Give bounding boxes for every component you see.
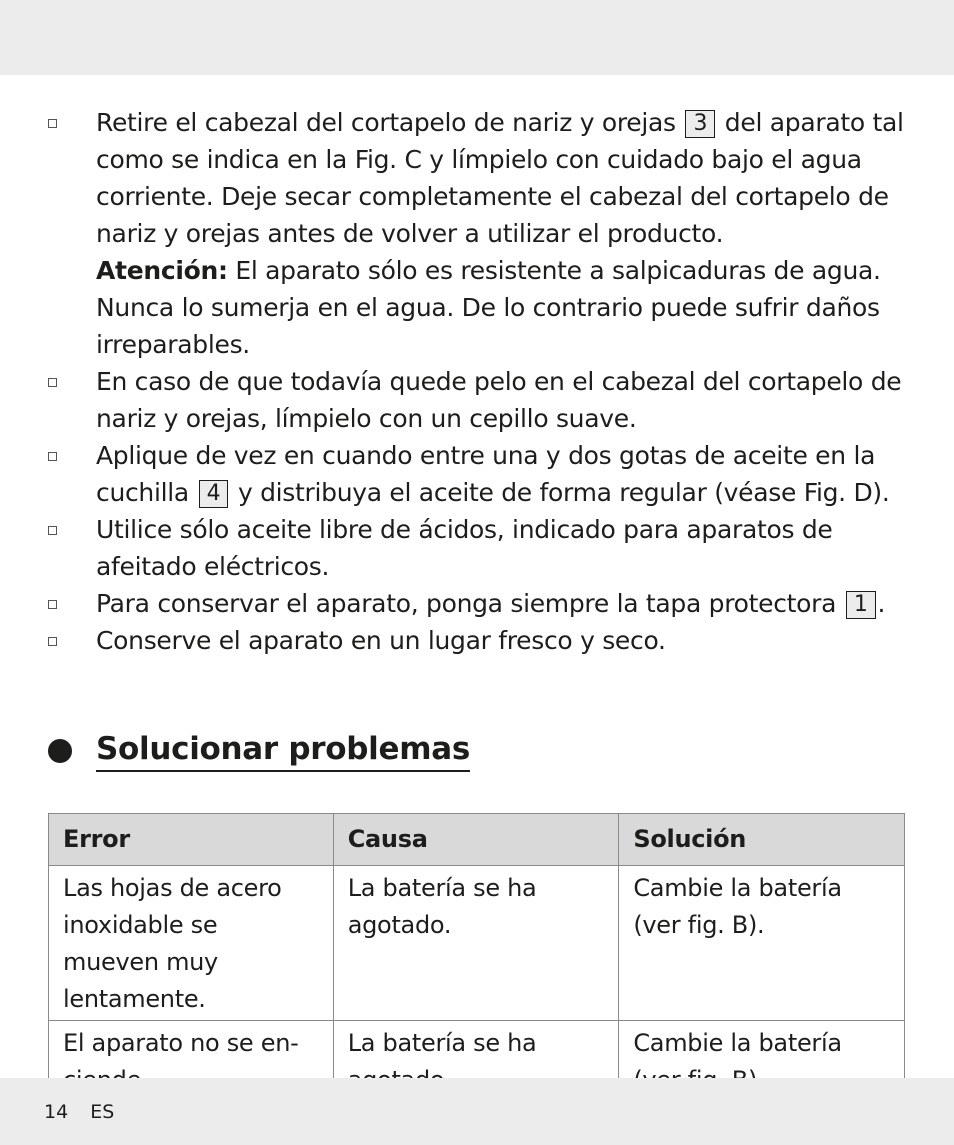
troubleshooting-table (48, 813, 905, 1102)
table-cell: Cambie la batería (ver fig. B). (619, 866, 905, 1021)
table-cell: La batería se ha (333, 1021, 619, 1102)
checkbox-bullet-icon (48, 600, 57, 609)
table-cell: La batería se ha agotado. (333, 866, 619, 1021)
list-item (0, 511, 916, 585)
column-header-cause: Causa (333, 814, 619, 866)
warning-label: Atención: (96, 256, 228, 285)
table-cell: El aparato no se en- (49, 1021, 334, 1102)
table-cell: Cambie la batería (619, 1021, 905, 1102)
item-text: . (877, 589, 886, 618)
warning-text: El aparato sólo es resistente a salpicaduras de agua. Nunca lo sumerja en el agua. De lo contrario puede sufrir daños irreparables. (96, 256, 881, 359)
checkbox-bullet-icon (48, 526, 57, 535)
list-item (0, 363, 916, 437)
list-item (0, 585, 916, 622)
table-cell: Las hojas de acero inoxidable se mueven muy lentamente. (49, 866, 334, 1021)
item-text: En caso de que todavía quede pelo en el cabezal del cortapelo de nariz y orejas, límpielo con un cepillo suave. (96, 367, 902, 433)
page-number: 14 (44, 1101, 69, 1123)
item-text: Conserve el aparato en un lugar fresco y seco. (96, 626, 666, 655)
table-row (49, 866, 905, 1021)
checkbox-bullet-icon (48, 452, 57, 461)
part-reference: 1 (846, 591, 876, 619)
header-band (0, 0, 954, 75)
bullet-dot-icon (48, 739, 72, 763)
item-text: del aparato tal como se indica en la Fig. C y límpielo con cuidado bajo el agua corriente. Deje secar completamente el cabezal del cortapelo de nariz y orejas antes de volver a utilizar el producto. (96, 108, 904, 248)
section-title: Solucionar problemas (96, 730, 470, 772)
column-header-error: Error (49, 814, 334, 866)
item-text: Para conservar el aparato, ponga siempre la tapa protectora (96, 589, 837, 618)
part-reference: 3 (685, 110, 715, 138)
item-text: Aplique de vez en cuando entre una y dos gotas de aceite en la cuchilla (96, 441, 876, 507)
list-item (0, 622, 916, 659)
part-reference: 4 (199, 480, 229, 508)
checkbox-bullet-icon (48, 119, 57, 128)
item-text: Utilice sólo aceite libre de ácidos, indicado para aparatos de afeitado eléctricos. (96, 515, 833, 581)
checkbox-bullet-icon (48, 637, 57, 646)
footer-band (0, 1078, 954, 1145)
table-header-row (49, 814, 905, 866)
list-item (0, 437, 916, 511)
list-item (0, 104, 916, 363)
checkbox-bullet-icon (48, 378, 57, 387)
maintenance-list (0, 104, 954, 659)
item-text: Retire el cabezal del cortapelo de nariz y orejas (96, 108, 676, 137)
language-code: ES (90, 1101, 115, 1123)
page-footer (44, 1100, 136, 1124)
item-text: y distribuya el aceite de forma regular (véase Fig. D). (237, 478, 890, 507)
warning-note (96, 252, 916, 363)
column-header-solution: Solución (619, 814, 905, 866)
